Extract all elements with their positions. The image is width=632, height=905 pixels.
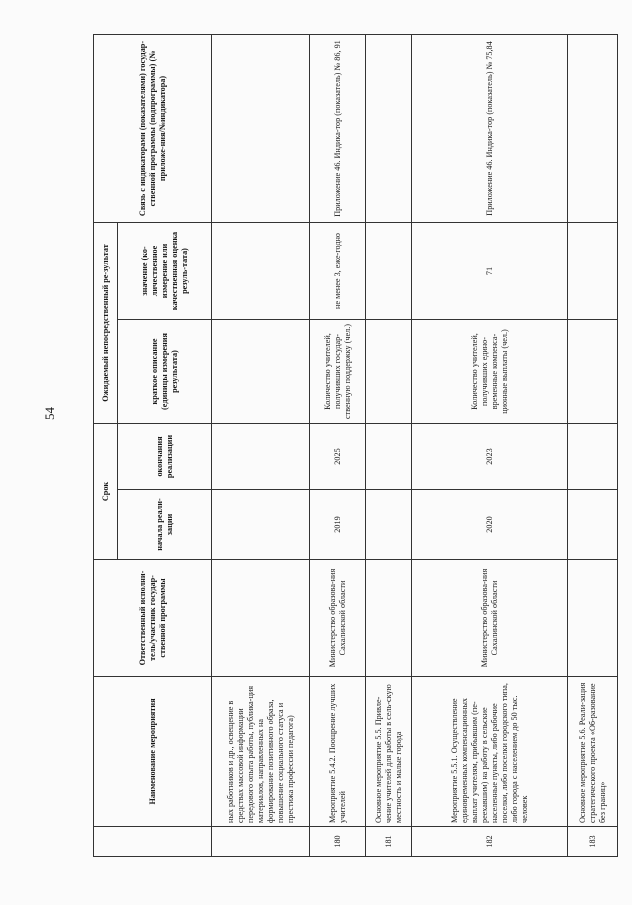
row-value: не менее 3, еже-годно: [310, 222, 366, 319]
row-value: [212, 222, 310, 319]
header-period-end: окончания реализации: [118, 424, 212, 490]
row-num: 182: [412, 827, 568, 857]
row-desc: [366, 320, 412, 424]
row-desc: Количество учителей, получивших государ-ственную поддержку (чел.): [310, 320, 366, 424]
row-start: 2019: [310, 490, 366, 560]
row-end: 2025: [310, 424, 366, 490]
row-num: [212, 827, 310, 857]
row-name: Основное мероприятие 5.6. Реали-зация стратегического проекта «Об-разование без границ»: [568, 677, 618, 827]
table-row: [310, 34, 366, 856]
row-num: 181: [366, 827, 412, 857]
measures-table: [93, 34, 618, 857]
row-link: [212, 34, 310, 222]
row-desc: [568, 320, 618, 424]
header-period-start: начала реали-зации: [118, 490, 212, 560]
row-executor: [366, 560, 412, 677]
table-row: [366, 34, 412, 856]
header-row-1: [94, 34, 118, 856]
row-start: [212, 490, 310, 560]
row-name: ных работников и др., освещение в средствах массовой информации передового опыта работы, публика-ция материалов, направленных на формирование позитивного образа, повышение социального статуса и престижа профессии педагога): [212, 677, 310, 827]
rotated-table-container: [93, 35, 617, 857]
row-value: 71: [412, 222, 568, 319]
row-start: [366, 490, 412, 560]
row-num: 183: [568, 827, 618, 857]
row-end: [366, 424, 412, 490]
row-start: 2020: [412, 490, 568, 560]
row-name: Основное мероприятие 5.5. Привле-чение учителей для работы в сель-скую местность и малые города: [366, 677, 412, 827]
row-link: Приложение 46. Индика-тор (показатель) № 75,84: [412, 34, 568, 222]
header-num: [94, 827, 212, 857]
row-executor: [568, 560, 618, 677]
table-row: [412, 34, 568, 856]
table-row: [568, 34, 618, 856]
row-executor: Министерство образова-ния Сахалинской области: [310, 560, 366, 677]
page-number: 54: [42, 407, 57, 420]
row-end: [212, 424, 310, 490]
row-end: [568, 424, 618, 490]
row-link: [366, 34, 412, 222]
row-end: 2023: [412, 424, 568, 490]
header-result-value: значение (ко-личественное измерение или качественная оценка резуль-тата): [118, 222, 212, 319]
header-period: Срок: [94, 424, 118, 560]
row-name: Мероприятие 5.4.2. Поощрение лучших учителей: [310, 677, 366, 827]
row-name: Мероприятие 5.5.1. Осуществление единовременных компенсационных выплат учителям, прибывшим (пе-реехавшим) на работу в сельские населенные пункты, либо рабочие поселки, либо поселки городского типа, либо города с населением до 50 тыс. человек: [412, 677, 568, 827]
row-link: Приложение 46. Индика-тор (показатель) № 86, 91: [310, 34, 366, 222]
header-executor: Ответственный исполни-тель/участник государ-ственной программы: [94, 560, 212, 677]
row-executor: [212, 560, 310, 677]
row-desc: [212, 320, 310, 424]
header-result-desc: краткое описание (единицы измерения результата): [118, 320, 212, 424]
row-value: [568, 222, 618, 319]
header-link: Связь с индикаторами (показателями) государ-ственной программы (подпрограммы) (№ приложе-ния/№индикатора): [94, 34, 212, 222]
row-num: 180: [310, 827, 366, 857]
header-name: Наименование мероприятия: [94, 677, 212, 827]
table-row: [212, 34, 310, 856]
row-value: [366, 222, 412, 319]
row-link: [568, 34, 618, 222]
row-desc: Количество учителей, получивших едино-временные компенса-ционные выплаты (чел.): [412, 320, 568, 424]
row-executor: Министерство образова-ния Сахалинской области: [412, 560, 568, 677]
header-result: Ожидаемый непосредственный ре-зультат: [94, 222, 118, 423]
row-start: [568, 490, 618, 560]
